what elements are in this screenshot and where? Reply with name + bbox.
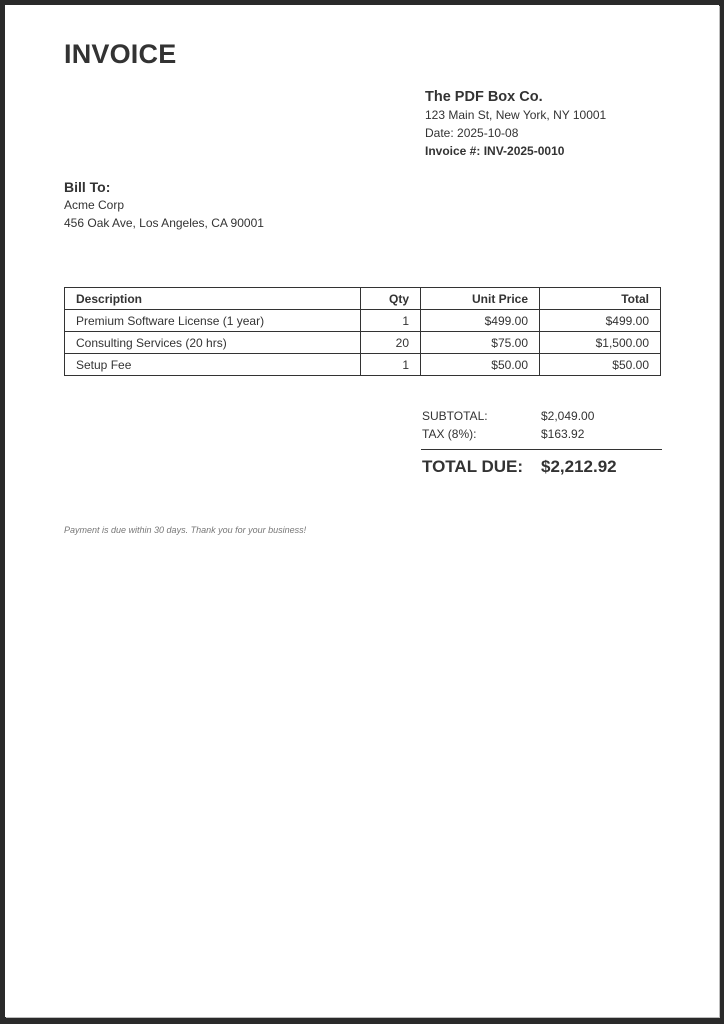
table-row bbox=[65, 310, 661, 332]
bill-to-label: Bill To: bbox=[64, 179, 111, 195]
cell-description: Consulting Services (20 hrs) bbox=[65, 332, 361, 354]
subtotal-label: SUBTOTAL: bbox=[422, 409, 488, 423]
company-address: 123 Main St, New York, NY 10001 bbox=[425, 108, 607, 122]
invoice-date: Date: 2025-10-08 bbox=[425, 126, 519, 140]
tax-label: TAX (8%): bbox=[422, 427, 477, 441]
cell-description: Setup Fee bbox=[65, 354, 361, 376]
tax-value: $163.92 bbox=[541, 427, 585, 441]
total-due-value: $2,212.92 bbox=[541, 457, 617, 476]
cell-total: $499.00 bbox=[540, 310, 661, 332]
table-header-row bbox=[65, 288, 661, 310]
cell-qty: 1 bbox=[361, 310, 421, 332]
invoice-title: INVOICE bbox=[64, 39, 177, 69]
company-name: The PDF Box Co. bbox=[425, 89, 543, 105]
cell-qty: 20 bbox=[361, 332, 421, 354]
table-row bbox=[65, 354, 661, 376]
cell-unit-price: $499.00 bbox=[421, 310, 540, 332]
invoice-number: Invoice #: INV-2025-0010 bbox=[425, 144, 565, 158]
cell-total: $1,500.00 bbox=[540, 332, 661, 354]
cell-qty: 1 bbox=[361, 354, 421, 376]
summary-divider bbox=[421, 449, 662, 450]
header-qty: Qty bbox=[361, 288, 421, 310]
client-name: Acme Corp bbox=[64, 198, 125, 212]
cell-total: $50.00 bbox=[540, 354, 661, 376]
header-unit-price: Unit Price bbox=[421, 288, 540, 310]
header-description: Description bbox=[65, 288, 361, 310]
client-address: 456 Oak Ave, Los Angeles, CA 90001 bbox=[64, 216, 264, 230]
total-due-label: TOTAL DUE: bbox=[422, 457, 524, 476]
payment-note: Payment is due within 30 days. Thank you for your business! bbox=[64, 525, 307, 535]
cell-description: Premium Software License (1 year) bbox=[65, 310, 361, 332]
subtotal-value: $2,049.00 bbox=[541, 409, 595, 423]
invoice-page bbox=[5, 5, 719, 1017]
line-items-table bbox=[64, 287, 661, 376]
cell-unit-price: $75.00 bbox=[421, 332, 540, 354]
cell-unit-price: $50.00 bbox=[421, 354, 540, 376]
table-row bbox=[65, 332, 661, 354]
header-total: Total bbox=[540, 288, 661, 310]
